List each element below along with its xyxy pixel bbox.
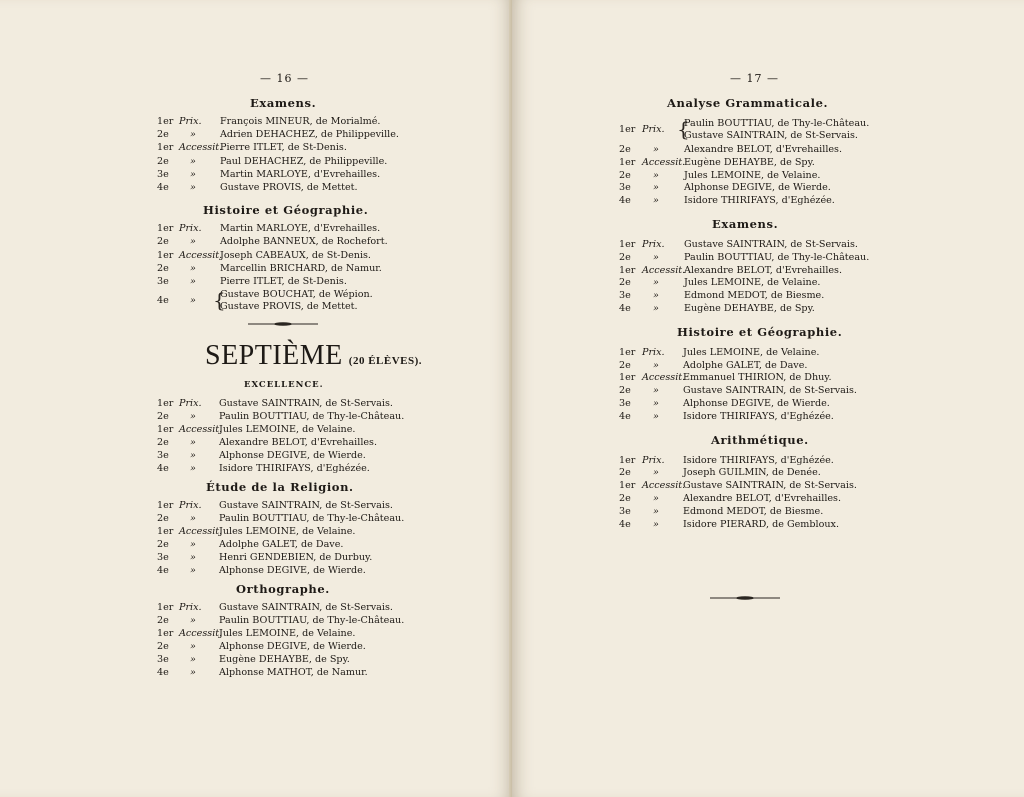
award-type: » — [190, 615, 196, 626]
award-type: Accessit. — [179, 249, 223, 261]
ornament-rule — [248, 322, 318, 326]
rank-label: 2e — [157, 437, 169, 448]
section-heading: Arithmétique. — [711, 432, 809, 447]
recipient-name: Eugène DEHAYBE, de Spy. — [684, 156, 815, 168]
rank-label: 2e — [157, 155, 169, 167]
recipient-name: Alphonse DEGIVE, de Wierde. — [219, 641, 366, 652]
list-item — [157, 398, 457, 410]
list-item — [157, 500, 457, 512]
recipient-name: Alexandre BELOT, d'Evrehailles. — [683, 493, 842, 504]
recipient-name: Isidore THIRIFAYS, d'Eghézée. — [684, 195, 835, 207]
recipient-name: Adolphe GALET, de Dave. — [683, 359, 808, 371]
list-item — [619, 118, 919, 142]
award-type: Accessit. — [642, 480, 686, 492]
list-item — [157, 289, 457, 313]
list-item — [619, 144, 919, 156]
list-item — [619, 239, 919, 251]
class-title-count: (20 ÉLÈVES). — [348, 355, 423, 367]
recipient-name: Jules LEMOINE, de Velaine. — [219, 424, 356, 435]
rank-label: 4e — [157, 295, 169, 307]
award-type: » — [190, 552, 196, 563]
award-type: » — [653, 169, 659, 181]
recipient-name: Isidore THIRIFAYS, d'Eghézée. — [683, 410, 834, 422]
award-type: » — [653, 195, 659, 207]
recipient-name: Jules LEMOINE, de Velaine. — [684, 169, 821, 181]
recipient-name: Jules LEMOINE, de Velaine. — [683, 346, 820, 358]
award-type: » — [190, 513, 196, 524]
list-item — [619, 506, 919, 518]
section-heading: Histoire et Géographie. — [203, 203, 369, 218]
recipient-name: Gustave SAINTRAIN, de St-Servais. — [219, 500, 393, 511]
award-type: » — [190, 182, 196, 193]
recipient-name: Isidore THIRIFAYS, d'Eghézée. — [683, 454, 834, 466]
recipient-name: Paul DEHACHEZ, de Philippeville. — [220, 155, 388, 167]
list-item — [157, 424, 457, 436]
section-heading: Orthographe. — [236, 582, 330, 596]
list-item — [157, 411, 457, 423]
rank-label: 2e — [619, 359, 631, 371]
award-type: » — [653, 518, 659, 530]
list-item — [157, 156, 457, 168]
rank-label: 3e — [619, 505, 631, 517]
award-type: Prix. — [642, 124, 665, 135]
recipient-name: Adrien DEHACHEZ, de Philippeville. — [220, 129, 399, 141]
list-item — [157, 615, 457, 627]
brace-glyph: { — [213, 288, 226, 313]
award-type: Prix. — [642, 239, 665, 250]
rank-label: 2e — [157, 129, 169, 141]
award-type: » — [190, 411, 196, 422]
list-item — [157, 641, 457, 653]
section-heading: Étude de la Religion. — [206, 480, 354, 494]
list-item — [619, 455, 919, 467]
award-type: Prix. — [179, 500, 202, 511]
list-item — [157, 628, 457, 640]
right-page — [512, 0, 1024, 797]
rank-label: 1er — [157, 398, 174, 409]
list-item — [619, 360, 919, 372]
brace-glyph: { — [677, 117, 690, 141]
list-item — [619, 252, 919, 264]
recipient-name: Alexandre BELOT, d'Evrehailles. — [219, 437, 378, 448]
rank-label: 2e — [619, 169, 631, 181]
recipient-name: Joseph GUILMIN, de Denée. — [683, 467, 821, 479]
rank-label: 3e — [157, 654, 169, 665]
section-subheading: EXCELLENCE. — [244, 380, 324, 390]
award-type: » — [190, 667, 196, 678]
list-item — [619, 411, 919, 423]
recipient-name: Eugène DEHAYBE, de Spy. — [219, 654, 350, 665]
award-type: » — [653, 251, 659, 263]
award-type: Prix. — [642, 346, 665, 358]
list-item — [157, 263, 457, 275]
rank-label: 3e — [619, 398, 631, 409]
list-item — [619, 170, 919, 182]
recipient-name: Edmond MEDOT, de Biesme. — [684, 290, 825, 302]
recipient-name: Martin MARLOYE, d'Evrehailles. — [220, 168, 381, 180]
award-type: Accessit. — [179, 142, 223, 154]
recipient-name: Marcellin BRICHARD, de Namur. — [220, 262, 382, 274]
recipient-name: Martin MARLOYE, d'Evrehailles. — [220, 223, 381, 235]
rank-label: 3e — [157, 276, 169, 287]
recipient-name: Paulin BOUTTIAU, de Thy-le-Château. — [219, 513, 405, 524]
rank-label: 2e — [619, 385, 631, 397]
list-item — [619, 347, 919, 359]
list-item — [619, 265, 919, 277]
recipient-name: Edmond MEDOT, de Biesme. — [683, 505, 824, 517]
award-type: Prix. — [179, 398, 202, 409]
award-type: » — [653, 182, 659, 194]
award-type: Prix. — [179, 116, 202, 127]
rank-label: 3e — [619, 182, 631, 194]
section-heading: Examens. — [712, 217, 779, 231]
recipient-name: Paulin BOUTTIAU, de Thy-le-Château. — [684, 118, 870, 129]
award-type: » — [653, 359, 659, 371]
rank-label: 2e — [619, 251, 631, 263]
ornament-rule — [710, 596, 780, 600]
rank-label: 1er — [157, 602, 174, 613]
rank-label: 1er — [619, 124, 636, 135]
rank-label: 4e — [157, 667, 169, 678]
list-item — [619, 303, 919, 315]
rank-label: 3e — [157, 552, 169, 563]
rank-label: 3e — [619, 290, 631, 302]
rank-label: 2e — [157, 641, 169, 652]
recipient-name: Alphonse MATHOT, de Namur. — [219, 667, 368, 678]
rank-label: 4e — [157, 182, 169, 193]
award-type: Accessit. — [642, 264, 686, 276]
rank-label: 4e — [619, 303, 631, 314]
recipient-name: François MINEUR, de Morialmé. — [220, 116, 381, 127]
list-item — [619, 157, 919, 169]
rank-label: 4e — [619, 410, 631, 422]
award-type: Accessit. — [179, 424, 223, 435]
list-item — [619, 372, 919, 384]
award-type: » — [653, 303, 659, 314]
list-item — [157, 667, 457, 679]
recipient-name: Alexandre BELOT, d'Evrehailles. — [684, 264, 843, 276]
list-item — [157, 276, 457, 288]
list-item — [619, 467, 919, 479]
award-type: » — [190, 463, 196, 474]
rank-label: 1er — [157, 424, 174, 435]
award-type: » — [653, 467, 659, 479]
rank-label: 2e — [619, 277, 631, 289]
rank-label: 1er — [619, 239, 636, 250]
list-item — [157, 463, 457, 475]
recipient-name: Emmanuel THIRION, de Dhuy. — [683, 372, 832, 384]
rank-label: 2e — [157, 236, 169, 248]
rank-label: 1er — [157, 223, 174, 235]
award-type: » — [190, 641, 196, 652]
rank-label: 1er — [157, 142, 174, 154]
recipient-name: Alphonse DEGIVE, de Wierde. — [219, 565, 366, 576]
rank-label: 1er — [157, 628, 174, 639]
award-type: » — [653, 144, 659, 155]
rank-label: 1er — [619, 480, 636, 492]
list-item — [619, 493, 919, 505]
rank-label: 3e — [157, 168, 169, 180]
list-item — [157, 513, 457, 525]
recipient-name: Gustave PROVIS, de Mettet. — [220, 301, 358, 313]
award-type: » — [653, 410, 659, 422]
award-type: » — [190, 236, 196, 248]
list-item — [619, 519, 919, 531]
list-item — [619, 182, 919, 194]
list-item — [619, 277, 919, 289]
rank-label: 1er — [619, 346, 636, 358]
award-type: » — [653, 290, 659, 302]
recipient-name: Alphonse DEGIVE, de Wierde. — [219, 450, 366, 461]
award-type: Accessit. — [179, 628, 223, 639]
award-type: » — [190, 450, 196, 461]
recipient-name: Pierre ITLET, de St-Denis. — [220, 142, 347, 154]
rank-label: 1er — [157, 249, 174, 261]
recipient-name: Alphonse DEGIVE, de Wierde. — [684, 182, 831, 194]
rank-label: 1er — [619, 372, 636, 384]
list-item — [157, 182, 457, 194]
list-item — [157, 142, 457, 154]
award-type: » — [653, 493, 659, 504]
rank-label: 1er — [157, 116, 174, 127]
recipient-name: Henri GENDEBIEN, de Durbuy. — [219, 552, 373, 563]
award-type: » — [190, 437, 196, 448]
rank-label: 4e — [157, 463, 169, 474]
rank-label: 4e — [157, 565, 169, 576]
rank-label: 1er — [619, 454, 636, 466]
class-title-main: SEPTIÈME — [205, 340, 343, 371]
rank-label: 2e — [619, 144, 631, 155]
rank-label: 2e — [619, 493, 631, 504]
rank-label: 4e — [619, 195, 631, 207]
award-type: Prix. — [179, 223, 202, 235]
class-title — [205, 340, 422, 372]
award-type: Prix. — [642, 454, 665, 466]
list-item — [619, 290, 919, 302]
award-type: » — [190, 565, 196, 576]
list-item — [157, 450, 457, 462]
section-heading: Analyse Grammaticale. — [667, 96, 829, 110]
list-item — [619, 480, 919, 492]
rank-label: 2e — [157, 262, 169, 274]
award-type: » — [653, 277, 659, 289]
recipient-name: Alphonse DEGIVE, de Wierde. — [683, 398, 830, 409]
list-item — [157, 552, 457, 564]
award-type: » — [190, 276, 196, 287]
page-number: — 17 — — [730, 72, 779, 85]
award-type: Accessit. — [179, 526, 223, 537]
list-item — [157, 526, 457, 538]
recipient-name: Gustave BOUCHAT, de Wépion. — [220, 289, 373, 301]
list-item — [157, 602, 457, 614]
recipient-name: Gustave SAINTRAIN, de St-Servais. — [219, 602, 393, 613]
recipient-name: Alexandre BELOT, d'Evrehailles. — [684, 144, 843, 155]
recipient-name: Jules LEMOINE, de Velaine. — [684, 277, 821, 289]
recipient-name: Gustave SAINTRAIN, de St-Servais. — [684, 239, 858, 250]
rank-label: 2e — [157, 411, 169, 422]
rank-label: 1er — [619, 264, 636, 276]
list-item — [157, 250, 457, 262]
rank-label: 2e — [619, 467, 631, 479]
recipient-name: Gustave SAINTRAIN, de St-Servais. — [219, 398, 393, 409]
list-item — [619, 398, 919, 410]
recipient-name: Paulin BOUTTIAU, de Thy-le-Château. — [684, 251, 870, 263]
section-heading: Examens. — [250, 96, 317, 110]
award-type: » — [190, 155, 196, 167]
recipient-name: Isidore THIRIFAYS, d'Eghézée. — [219, 463, 370, 474]
recipient-name: Gustave SAINTRAIN, de St-Servais. — [684, 130, 858, 141]
list-item — [157, 236, 457, 248]
award-type: Accessit. — [642, 372, 686, 384]
recipient-name: Paulin BOUTTIAU, de Thy-le-Château. — [219, 615, 405, 626]
rank-label: 1er — [619, 156, 636, 168]
recipient-name: Jules LEMOINE, de Velaine. — [219, 526, 356, 537]
recipient-name: Paulin BOUTTIAU, de Thy-le-Château. — [219, 411, 405, 422]
award-type: » — [190, 654, 196, 665]
recipient-name: Adolphe BANNEUX, de Rochefort. — [220, 236, 388, 248]
list-item — [157, 116, 457, 128]
recipient-name: Isidore PIERARD, de Gembloux. — [683, 518, 840, 530]
rank-label: 2e — [157, 513, 169, 524]
list-item — [157, 437, 457, 449]
list-item — [157, 539, 457, 551]
list-item — [619, 195, 919, 207]
list-item — [157, 169, 457, 181]
recipient-name: Joseph CABEAUX, de St-Denis. — [220, 249, 371, 261]
recipient-name: Jules LEMOINE, de Velaine. — [219, 628, 356, 639]
award-type: Prix. — [179, 602, 202, 613]
rank-label: 2e — [157, 615, 169, 626]
rank-label: 1er — [157, 526, 174, 537]
rank-label: 1er — [157, 500, 174, 511]
recipient-name: Gustave SAINTRAIN, de St-Servais. — [683, 480, 857, 492]
recipient-name: Gustave PROVIS, de Mettet. — [220, 182, 358, 193]
award-type: » — [653, 385, 659, 397]
list-item — [619, 385, 919, 397]
award-type: » — [190, 295, 196, 307]
award-type: » — [653, 505, 659, 517]
award-type: » — [190, 262, 196, 274]
award-type: Accessit. — [642, 156, 686, 168]
section-heading: Histoire et Géographie. — [677, 324, 843, 339]
rank-label: 4e — [619, 518, 631, 530]
list-item — [157, 654, 457, 666]
award-type: » — [190, 129, 196, 141]
rank-label: 3e — [157, 450, 169, 461]
list-item — [157, 223, 457, 235]
award-type: » — [190, 539, 196, 550]
award-type: » — [190, 168, 196, 180]
award-type: » — [653, 398, 659, 409]
list-item — [157, 565, 457, 577]
recipient-name: Pierre ITLET, de St-Denis. — [220, 276, 347, 287]
list-item — [157, 129, 457, 141]
recipient-name: Gustave SAINTRAIN, de St-Servais. — [683, 385, 857, 397]
recipient-name: Adolphe GALET, de Dave. — [219, 539, 344, 550]
rank-label: 2e — [157, 539, 169, 550]
recipient-name: Eugène DEHAYBE, de Spy. — [684, 303, 815, 314]
page-number: — 16 — — [260, 72, 309, 85]
